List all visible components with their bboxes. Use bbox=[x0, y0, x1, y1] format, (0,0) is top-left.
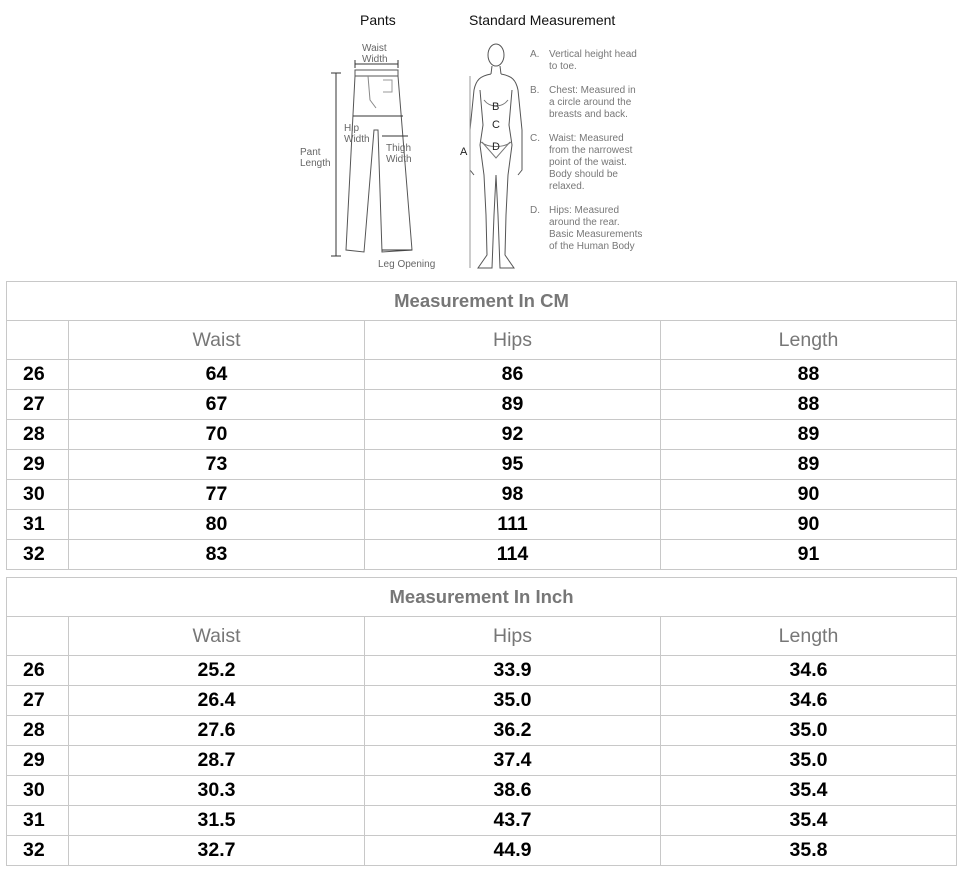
length-cell: 34.6 bbox=[661, 656, 957, 686]
column-header-waist: Waist bbox=[69, 321, 365, 360]
note-b bbox=[530, 85, 636, 120]
waist-cell: 27.6 bbox=[69, 716, 365, 746]
size-cell: 28 bbox=[7, 420, 69, 450]
hips-cell: 95 bbox=[365, 450, 661, 480]
length-cell: 35.0 bbox=[661, 716, 957, 746]
size-cell: 30 bbox=[7, 480, 69, 510]
table-title: Measurement In Inch bbox=[7, 578, 957, 617]
waist-cell: 28.7 bbox=[69, 746, 365, 776]
table-row bbox=[7, 806, 957, 836]
length-cell: 91 bbox=[661, 540, 957, 570]
cm-size-table bbox=[6, 281, 957, 570]
length-cell: 88 bbox=[661, 390, 957, 420]
column-header-hips: Hips bbox=[365, 321, 661, 360]
note-b-line: breasts and back. bbox=[549, 109, 628, 120]
size-cell: 32 bbox=[7, 540, 69, 570]
hips-cell: 98 bbox=[365, 480, 661, 510]
table-title: Measurement In CM bbox=[7, 282, 957, 321]
body-figure bbox=[470, 44, 522, 268]
hips-cell: 38.6 bbox=[365, 776, 661, 806]
note-a-line: to toe. bbox=[549, 61, 577, 72]
waist-cell: 32.7 bbox=[69, 836, 365, 866]
length-cell: 89 bbox=[661, 420, 957, 450]
waist-cell: 30.3 bbox=[69, 776, 365, 806]
hips-cell: 89 bbox=[365, 390, 661, 420]
hips-cell: 86 bbox=[365, 360, 661, 390]
thigh-width-label-2: Width bbox=[386, 154, 412, 165]
waist-cell: 64 bbox=[69, 360, 365, 390]
size-cell: 30 bbox=[7, 776, 69, 806]
length-cell: 35.8 bbox=[661, 836, 957, 866]
note-d-line: Basic Measurements bbox=[549, 229, 643, 240]
inch-size-table bbox=[6, 577, 957, 866]
waist-cell: 25.2 bbox=[69, 656, 365, 686]
column-header bbox=[7, 321, 69, 360]
size-cell: 26 bbox=[7, 656, 69, 686]
waist-cell: 26.4 bbox=[69, 686, 365, 716]
table-row bbox=[7, 360, 957, 390]
hips-cell: 33.9 bbox=[365, 656, 661, 686]
waist-cell: 70 bbox=[69, 420, 365, 450]
length-cell: 34.6 bbox=[661, 686, 957, 716]
standard-measurement-title: Standard Measurement bbox=[469, 12, 616, 28]
table-title-row bbox=[7, 578, 957, 617]
leg-opening-label: Leg Opening bbox=[378, 259, 436, 270]
size-cell: 28 bbox=[7, 716, 69, 746]
body-letter-c: C bbox=[492, 119, 500, 131]
table-row bbox=[7, 836, 957, 866]
note-b-key: B. bbox=[530, 85, 540, 96]
hips-cell: 92 bbox=[365, 420, 661, 450]
note-c-line: Body should be bbox=[549, 169, 618, 180]
hip-width-label-2: Width bbox=[344, 134, 370, 145]
note-a bbox=[530, 49, 637, 72]
thigh-width-label-1: Thigh bbox=[386, 143, 412, 154]
size-cell: 27 bbox=[7, 686, 69, 716]
table-row bbox=[7, 776, 957, 806]
note-d-line: around the rear. bbox=[549, 217, 620, 228]
table-row bbox=[7, 656, 957, 686]
note-c bbox=[530, 133, 633, 192]
table-row bbox=[7, 686, 957, 716]
table-row bbox=[7, 420, 957, 450]
waist-cell: 83 bbox=[69, 540, 365, 570]
pant-length-label-2: Length bbox=[300, 158, 331, 169]
waist-width-label-2: Width bbox=[362, 54, 388, 65]
hips-cell: 44.9 bbox=[365, 836, 661, 866]
size-cell: 32 bbox=[7, 836, 69, 866]
length-cell: 90 bbox=[661, 510, 957, 540]
hips-cell: 37.4 bbox=[365, 746, 661, 776]
table-row bbox=[7, 390, 957, 420]
length-cell: 90 bbox=[661, 480, 957, 510]
length-cell: 35.4 bbox=[661, 776, 957, 806]
hips-cell: 43.7 bbox=[365, 806, 661, 836]
table-header-row bbox=[7, 617, 957, 656]
table-header-row bbox=[7, 321, 957, 360]
note-c-line: point of the waist. bbox=[549, 157, 627, 168]
waist-width-label-1: Waist bbox=[362, 43, 387, 54]
hip-width-label-1: Hip bbox=[344, 123, 360, 134]
note-d-line: Hips: Measured bbox=[549, 205, 620, 216]
note-b-line: Chest: Measured in bbox=[549, 85, 636, 96]
column-header-waist: Waist bbox=[69, 617, 365, 656]
length-cell: 88 bbox=[661, 360, 957, 390]
hips-cell: 36.2 bbox=[365, 716, 661, 746]
body-letter-a: A bbox=[460, 146, 468, 158]
size-cell: 29 bbox=[7, 746, 69, 776]
column-header-hips: Hips bbox=[365, 617, 661, 656]
length-cell: 35.4 bbox=[661, 806, 957, 836]
hips-cell: 114 bbox=[365, 540, 661, 570]
hips-cell: 35.0 bbox=[365, 686, 661, 716]
body-letter-b: B bbox=[492, 101, 500, 113]
note-c-line: Waist: Measured bbox=[549, 133, 624, 144]
column-header-length: Length bbox=[661, 321, 957, 360]
note-c-line: relaxed. bbox=[549, 181, 585, 192]
table-row bbox=[7, 746, 957, 776]
waist-cell: 67 bbox=[69, 390, 365, 420]
measurement-diagram bbox=[0, 0, 962, 278]
table-row bbox=[7, 540, 957, 570]
note-a-key: A. bbox=[530, 49, 540, 60]
size-cell: 26 bbox=[7, 360, 69, 390]
length-cell: 89 bbox=[661, 450, 957, 480]
note-c-key: C. bbox=[530, 133, 540, 144]
size-cell: 31 bbox=[7, 510, 69, 540]
waist-cell: 73 bbox=[69, 450, 365, 480]
waist-cell: 77 bbox=[69, 480, 365, 510]
note-d-key: D. bbox=[530, 205, 540, 216]
waist-cell: 31.5 bbox=[69, 806, 365, 836]
note-b-line: a circle around the bbox=[549, 97, 632, 108]
note-c-line: from the narrowest bbox=[549, 145, 633, 156]
table-row bbox=[7, 450, 957, 480]
table-row bbox=[7, 480, 957, 510]
pants-title: Pants bbox=[360, 12, 396, 28]
table-row bbox=[7, 510, 957, 540]
table-row bbox=[7, 716, 957, 746]
note-d bbox=[530, 205, 642, 252]
note-a-line: Vertical height head bbox=[549, 49, 637, 60]
length-cell: 35.0 bbox=[661, 746, 957, 776]
size-cell: 29 bbox=[7, 450, 69, 480]
size-cell: 31 bbox=[7, 806, 69, 836]
hips-cell: 111 bbox=[365, 510, 661, 540]
size-cell: 27 bbox=[7, 390, 69, 420]
column-header-length: Length bbox=[661, 617, 957, 656]
table-title-row bbox=[7, 282, 957, 321]
body-letter-d: D bbox=[492, 141, 500, 153]
pant-length-label-1: Pant bbox=[300, 147, 321, 158]
note-d-line: of the Human Body bbox=[549, 241, 635, 252]
column-header bbox=[7, 617, 69, 656]
waist-cell: 80 bbox=[69, 510, 365, 540]
